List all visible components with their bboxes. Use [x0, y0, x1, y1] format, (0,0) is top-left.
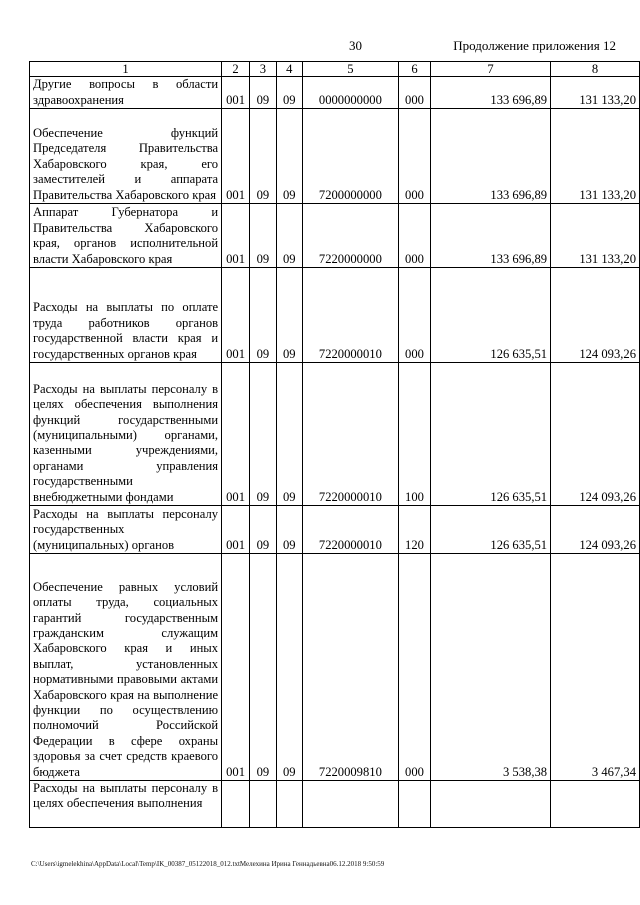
row-name: Другие вопросы в области здравоохранения — [30, 77, 222, 109]
code-section: 09 — [250, 363, 277, 506]
column-header: 5 — [302, 62, 398, 77]
code-section: 09 — [250, 109, 277, 204]
column-header: 1 — [30, 62, 222, 77]
table-row — [30, 109, 640, 204]
code-expense-type: 000 — [399, 204, 431, 268]
amount-year-1: 133 696,89 — [430, 204, 550, 268]
amount-year-2: 124 093,26 — [551, 363, 640, 506]
code-section — [250, 781, 277, 828]
code-ministry: 001 — [222, 363, 250, 506]
code-expense-type — [399, 781, 431, 828]
amount-year-2: 131 133,20 — [551, 204, 640, 268]
budget-table — [29, 61, 640, 828]
amount-year-1: 126 635,51 — [430, 506, 550, 554]
code-subsection: 09 — [276, 109, 302, 204]
code-subsection: 09 — [276, 363, 302, 506]
table-row — [30, 268, 640, 363]
amount-year-2: 124 093,26 — [551, 506, 640, 554]
code-expense-type: 100 — [399, 363, 431, 506]
code-subsection: 09 — [276, 77, 302, 109]
row-name: Расходы на выплаты по оплате труда работников органов государственной власти края и государственных органов края — [30, 268, 222, 363]
code-expense-type: 000 — [399, 109, 431, 204]
column-header: 3 — [250, 62, 277, 77]
code-target-article: 7220000000 — [302, 204, 398, 268]
amount-year-1: 133 696,89 — [430, 77, 550, 109]
table-row — [30, 781, 640, 828]
column-header: 2 — [222, 62, 250, 77]
code-target-article: 0000000000 — [302, 77, 398, 109]
code-subsection — [276, 781, 302, 828]
code-section: 09 — [250, 554, 277, 781]
table-row — [30, 554, 640, 781]
amount-year-1: 126 635,51 — [430, 363, 550, 506]
amount-year-1 — [430, 781, 550, 828]
code-section: 09 — [250, 77, 277, 109]
code-ministry: 001 — [222, 506, 250, 554]
row-name: Аппарат Губернатора и Правительства Хабаровского края, органов исполнительной власти Хабаровского края — [30, 204, 222, 268]
code-expense-type: 000 — [399, 77, 431, 109]
code-ministry: 001 — [222, 77, 250, 109]
row-name: Расходы на выплаты персоналу в целях обеспечения выполнения — [30, 781, 222, 828]
amount-year-1: 133 696,89 — [430, 109, 550, 204]
column-header: 8 — [551, 62, 640, 77]
header-row — [30, 62, 640, 77]
amount-year-2: 3 467,34 — [551, 554, 640, 781]
page-number: 30 — [349, 38, 362, 53]
amount-year-2: 124 093,26 — [551, 268, 640, 363]
amount-year-2: 131 133,20 — [551, 109, 640, 204]
code-expense-type: 120 — [399, 506, 431, 554]
continuation-caption: Продолжение приложения 12 — [453, 38, 616, 53]
code-target-article: 7220000010 — [302, 268, 398, 363]
code-section: 09 — [250, 204, 277, 268]
code-ministry — [222, 781, 250, 828]
amount-year-2 — [551, 781, 640, 828]
code-subsection: 09 — [276, 268, 302, 363]
code-ministry: 001 — [222, 554, 250, 781]
footer-timestamp: 06.12.2018 9:50:59 — [329, 860, 385, 868]
row-name: Обеспечение равных условий оплаты труда, социальных гарантий государственным гражданским служащим Хабаровского края и иных выплат, установленных нормативными правовыми актами Хабаровского края на выполнение функции по осуществлению полномочий Российской Федерации в сфере охраны здоровья за счет средств краевого бюджета — [30, 554, 222, 781]
code-target-article: 7220000010 — [302, 506, 398, 554]
code-target-article: 7220000010 — [302, 363, 398, 506]
table-row — [30, 506, 640, 554]
code-section: 09 — [250, 268, 277, 363]
table-row — [30, 204, 640, 268]
amount-year-1: 126 635,51 — [430, 268, 550, 363]
code-target-article: 7200000000 — [302, 109, 398, 204]
amount-year-2: 131 133,20 — [551, 77, 640, 109]
page-header — [0, 38, 640, 56]
amount-year-1: 3 538,38 — [430, 554, 550, 781]
code-subsection: 09 — [276, 506, 302, 554]
code-ministry: 001 — [222, 204, 250, 268]
code-target-article — [302, 781, 398, 828]
code-expense-type: 000 — [399, 554, 431, 781]
code-subsection: 09 — [276, 554, 302, 781]
column-header: 6 — [399, 62, 431, 77]
table-row — [30, 77, 640, 109]
row-name: Расходы на выплаты персоналу в целях обеспечения выполнения функций государственными (муниципальными) органами, казенными учреждениями, органами управления государственными внебюджетными фондами — [30, 363, 222, 506]
column-header: 4 — [276, 62, 302, 77]
row-name: Расходы на выплаты персоналу государственных (муниципальных) органов — [30, 506, 222, 554]
code-subsection: 09 — [276, 204, 302, 268]
code-target-article: 7220009810 — [302, 554, 398, 781]
table-row — [30, 363, 640, 506]
code-expense-type: 000 — [399, 268, 431, 363]
footer-path: C:\Users\igmelekhina\AppData\Local\Temp\IK_00387_05122018_012.txt — [31, 860, 240, 868]
code-ministry: 001 — [222, 109, 250, 204]
footer-author: Мелехина Ирина Геннадьевна — [239, 860, 330, 868]
row-name: Обеспечение функций Председателя Правительства Хабаровского края, его заместителей и аппарата Правительства Хабаровского края — [30, 109, 222, 204]
file-footer — [31, 860, 384, 868]
code-section: 09 — [250, 506, 277, 554]
column-header: 7 — [430, 62, 550, 77]
code-ministry: 001 — [222, 268, 250, 363]
